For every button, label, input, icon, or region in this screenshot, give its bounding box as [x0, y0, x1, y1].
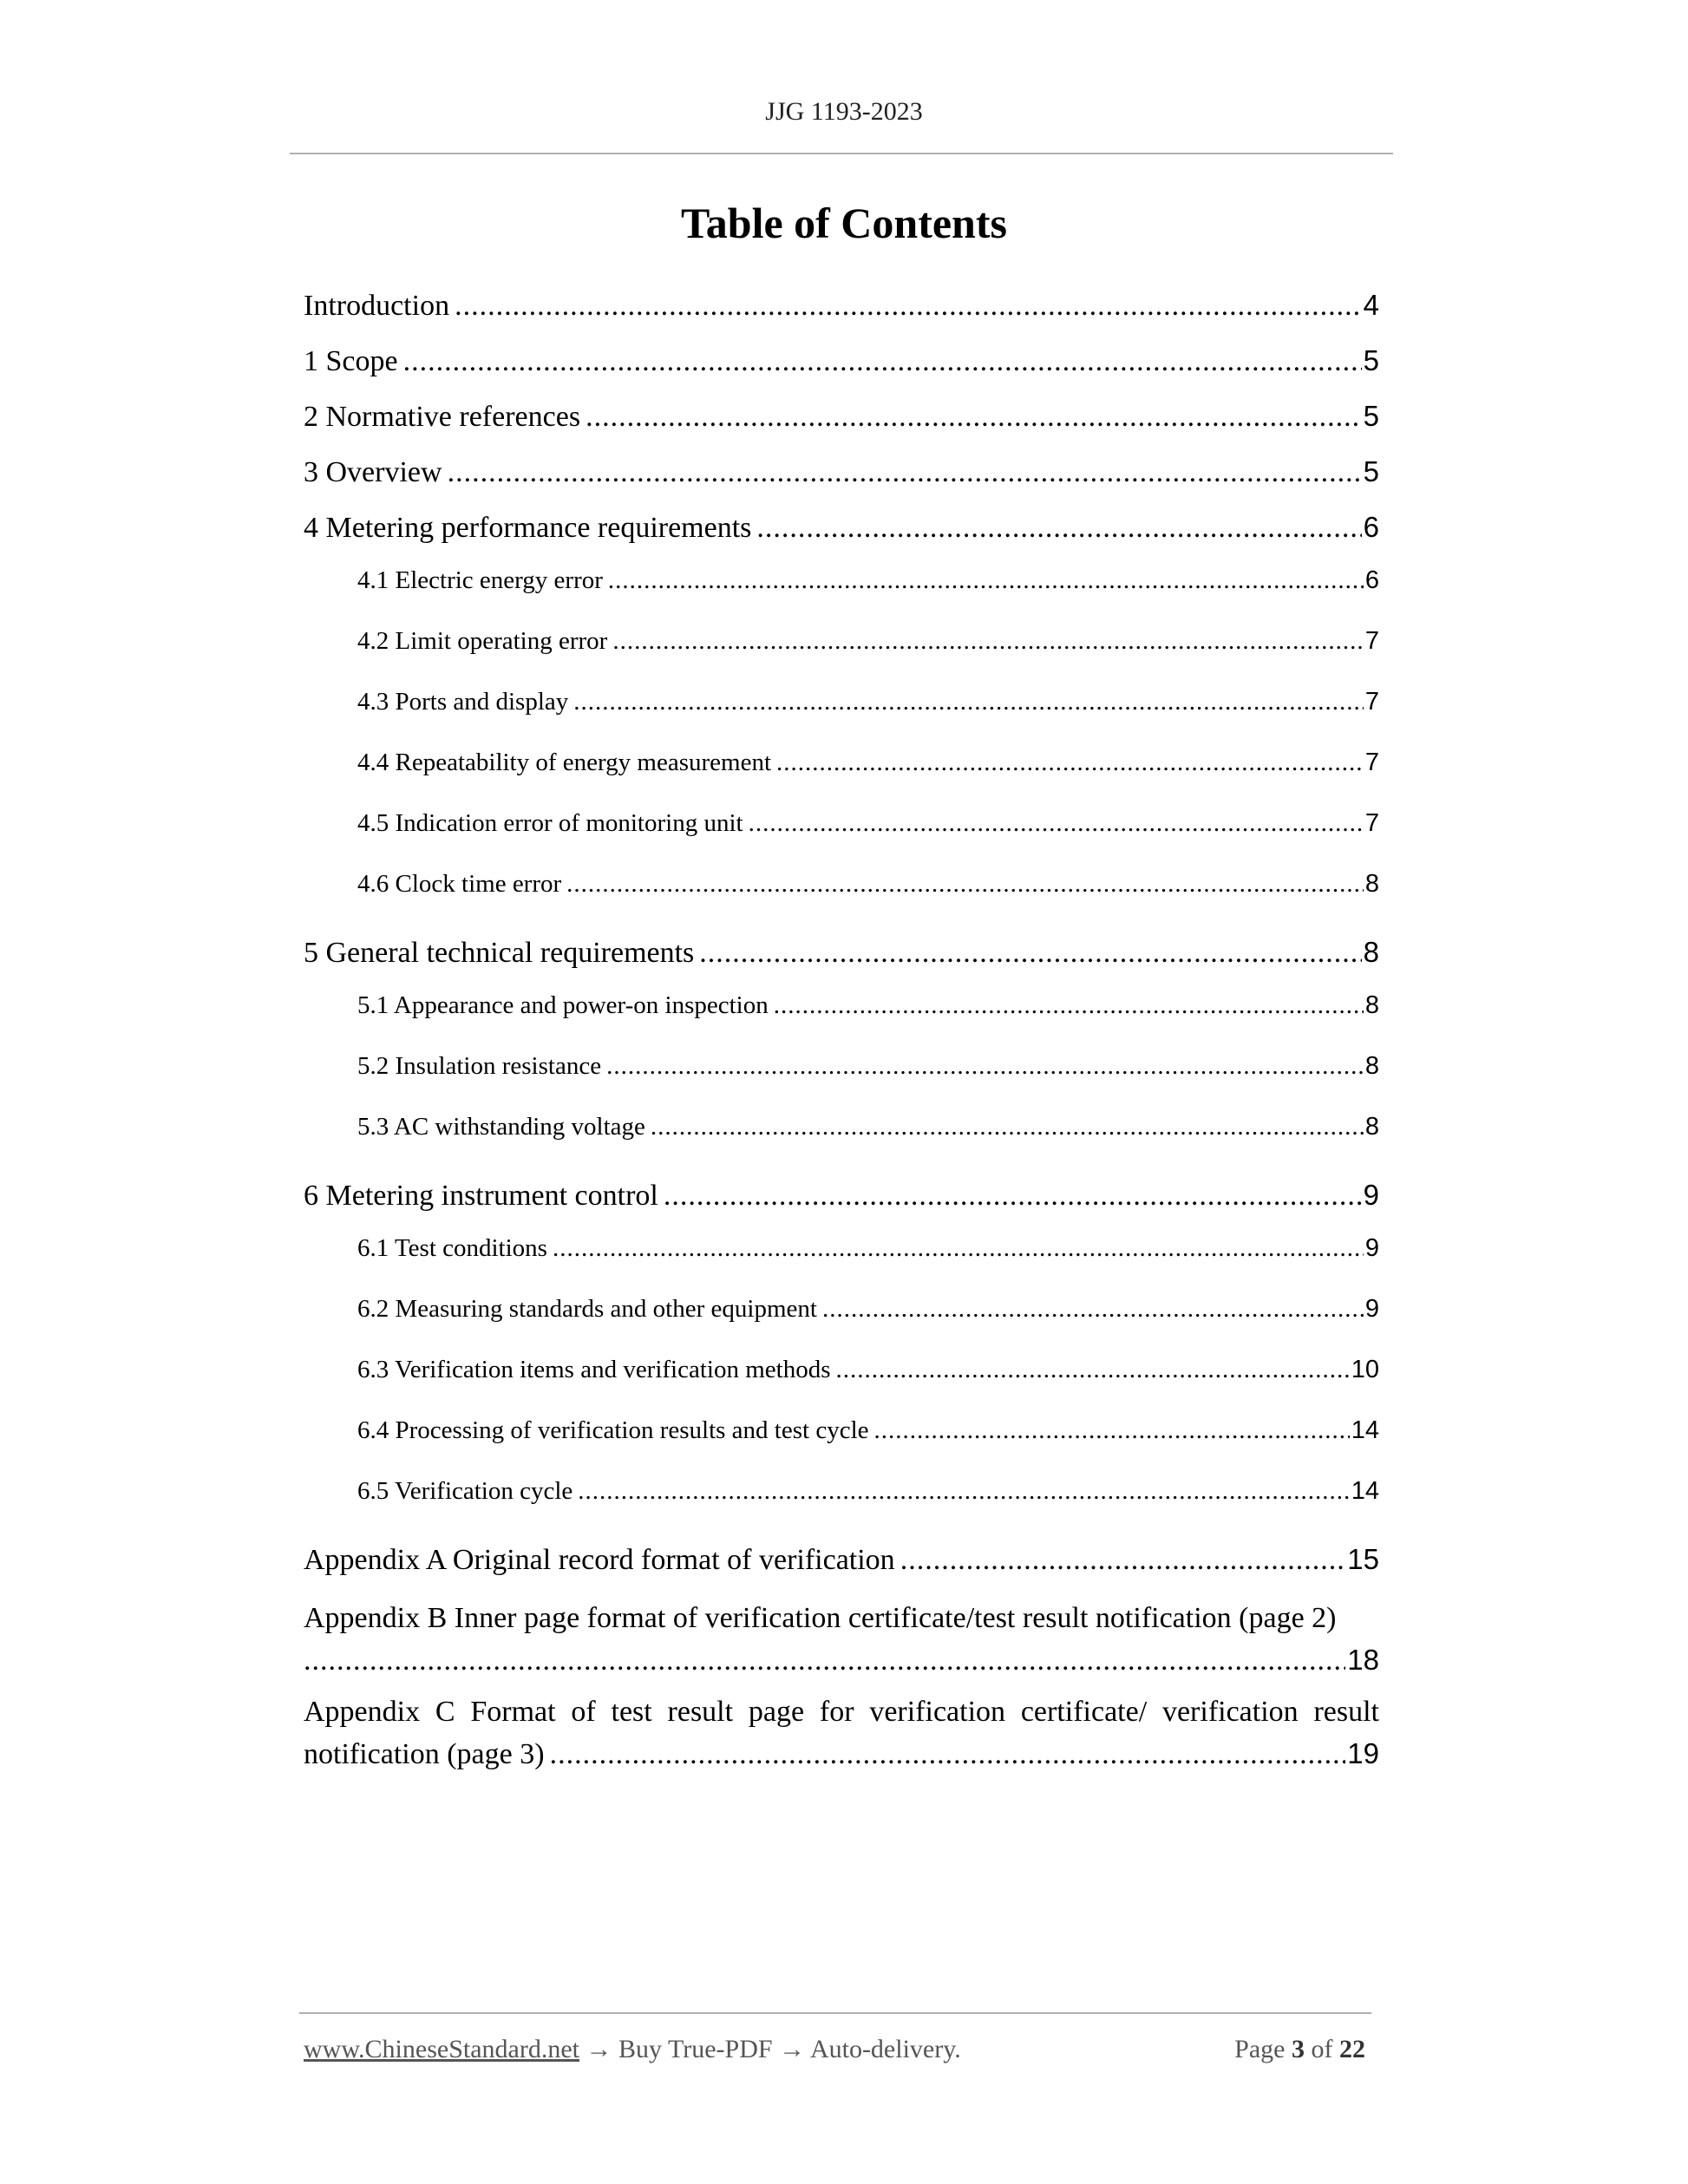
toc-entry-page: 8	[1364, 991, 1379, 1019]
toc-entry[interactable]	[304, 1167, 1379, 1223]
toc-entry[interactable]	[304, 389, 1379, 444]
of-label: of	[1311, 2035, 1333, 2063]
header-doc-code: JJG 1193-2023	[765, 97, 923, 126]
toc-leader-dots	[776, 737, 1364, 788]
toc-leader-dots	[573, 677, 1364, 727]
toc-leader-dots	[550, 1734, 1346, 1775]
toc-entry-page: 14	[1351, 1477, 1379, 1505]
toc-entry-list	[304, 278, 1379, 1587]
page-number: 3	[1292, 2035, 1305, 2063]
toc-entry-page: 5	[1363, 455, 1379, 487]
toc-entry[interactable]	[304, 980, 1379, 1041]
toc-entry[interactable]	[304, 798, 1379, 859]
toc-entry[interactable]	[304, 1041, 1379, 1102]
toc-entry-page: 9	[1363, 1179, 1379, 1211]
toc-entry[interactable]	[304, 1344, 1379, 1405]
buy-true-pdf-text: Buy True-PDF	[618, 2035, 773, 2063]
toc-entry-page: 4	[1363, 289, 1379, 321]
toc-leader-dots	[664, 1168, 1362, 1223]
toc-entry-title: 4 Metering performance requirements	[304, 512, 752, 544]
toc-entry-page: 14	[1351, 1416, 1379, 1444]
toc-entry-title: 6.5 Verification cycle	[357, 1477, 573, 1505]
toc-entry[interactable]	[304, 1223, 1379, 1284]
site-link[interactable]: www.ChineseStandard.net	[304, 2035, 579, 2063]
toc-entry[interactable]	[304, 677, 1379, 737]
toc-leader-dots	[651, 1102, 1364, 1152]
toc-leader-dots	[586, 389, 1362, 444]
toc-leader-dots	[699, 925, 1361, 980]
toc-entry[interactable]	[304, 1466, 1379, 1532]
toc-entry-page: 7	[1364, 627, 1379, 655]
page-footer	[304, 2035, 1365, 2064]
toc-entry-page: 7	[1364, 749, 1379, 776]
toc-entry-page: 7	[1364, 688, 1379, 716]
toc-entry[interactable]	[304, 859, 1379, 925]
toc-leader-dots	[822, 1284, 1364, 1334]
toc-entry-page: 6	[1363, 511, 1379, 543]
footer-promo	[304, 2035, 961, 2064]
toc-entry[interactable]	[304, 500, 1379, 555]
toc-leader-dots	[836, 1344, 1350, 1395]
toc-entry[interactable]	[304, 1405, 1379, 1466]
toc-entry[interactable]	[304, 555, 1379, 616]
toc-entry-title: Appendix A Original record format of verification	[304, 1544, 895, 1576]
toc-entry[interactable]	[304, 1102, 1379, 1167]
auto-delivery-text: Auto-delivery.	[809, 2035, 961, 2063]
toc-entry-page: 9	[1364, 1234, 1379, 1262]
toc-entry-appendix-c[interactable]	[304, 1691, 1379, 1775]
toc-entry[interactable]	[304, 925, 1379, 980]
toc-entry-page: 8	[1364, 1113, 1379, 1141]
toc-entry-page: 10	[1351, 1356, 1379, 1383]
toc-entry-page: 9	[1364, 1295, 1379, 1323]
toc-entry-title: 5.3 AC withstanding voltage	[357, 1113, 645, 1141]
toc-entry-page: 19	[1347, 1737, 1379, 1769]
toc-entry[interactable]	[304, 444, 1379, 500]
toc-entry-title-line2: notification (page 3)	[304, 1738, 545, 1770]
toc-entry-page: 5	[1363, 400, 1379, 432]
page-label: Page	[1234, 2035, 1286, 2063]
toc-entry-title: 5 General technical requirements	[304, 937, 695, 969]
toc-entry-title: 6.3 Verification items and verification methods	[357, 1356, 831, 1383]
toc-leader-dots	[566, 859, 1364, 909]
page-indicator	[1234, 2035, 1365, 2064]
toc-entry[interactable]	[304, 616, 1379, 677]
toc-entry-title: 5.2 Insulation resistance	[357, 1052, 602, 1080]
page-title: Table of Contents	[681, 199, 1007, 247]
toc-leader-dots	[608, 555, 1364, 605]
toc-entry-title: 5.1 Appearance and power-on inspection	[357, 991, 769, 1019]
toc-leader-dots	[612, 616, 1364, 666]
toc-entry-title: 6.4 Processing of verification results and test cycle	[357, 1416, 869, 1444]
toc-entry[interactable]	[304, 737, 1379, 798]
toc-leader-dots	[553, 1223, 1364, 1273]
toc-leader-dots	[749, 798, 1364, 848]
toc-entry-page: 7	[1364, 809, 1379, 837]
arrow-right-icon: →	[779, 2035, 806, 2063]
toc-entry-page: 18	[1347, 1644, 1379, 1676]
table-of-contents	[304, 278, 1379, 1775]
arrow-right-icon: →	[586, 2035, 612, 2063]
toc-entry-page: 5	[1363, 344, 1379, 376]
toc-leader-dots	[448, 445, 1362, 500]
toc-entry-title: 4.4 Repeatability of energy measurement	[357, 749, 771, 776]
toc-entry-page: 15	[1347, 1543, 1379, 1575]
toc-entry-title: 3 Overview	[304, 456, 442, 488]
toc-leader-dots	[900, 1533, 1346, 1587]
toc-entry-title: Introduction	[304, 290, 450, 322]
toc-leader-dots	[774, 980, 1364, 1030]
toc-entry-title: 1 Scope	[304, 345, 398, 377]
toc-entry-title: Appendix B Inner page format of verification certificate/test result notification (page 2)	[304, 1602, 1337, 1634]
toc-entry-title: 4.5 Indication error of monitoring unit	[357, 809, 743, 837]
toc-entry[interactable]	[304, 1284, 1379, 1344]
toc-entry-title: 6.2 Measuring standards and other equipment	[357, 1295, 817, 1323]
toc-entry-page: 8	[1364, 870, 1379, 898]
toc-entry-title: 2 Normative references	[304, 401, 581, 433]
toc-entry-appendix-b[interactable]	[304, 1598, 1379, 1681]
toc-leader-dots	[756, 500, 1361, 555]
toc-leader-dots	[455, 278, 1362, 333]
toc-leader-dots	[874, 1405, 1350, 1455]
footer-divider	[299, 2012, 1371, 2014]
toc-leader-dots	[606, 1041, 1364, 1091]
toc-entry[interactable]	[304, 333, 1379, 389]
header-divider	[290, 153, 1393, 154]
toc-entry-title: 4.3 Ports and display	[357, 688, 569, 716]
toc-leader-dots	[403, 334, 1362, 389]
toc-entry-title: 4.2 Limit operating error	[357, 627, 608, 655]
toc-entry-title-line1: Appendix C Format of test result page for verification certificate/ verification result	[304, 1696, 1379, 1728]
toc-entry-title: 6 Metering instrument control	[304, 1180, 658, 1212]
toc-entry-title: 6.1 Test conditions	[357, 1234, 547, 1262]
toc-entry-page: 6	[1364, 566, 1379, 594]
toc-entry-title: 4.6 Clock time error	[357, 870, 562, 898]
toc-entry[interactable]	[304, 278, 1379, 333]
page-total: 22	[1339, 2035, 1365, 2063]
toc-entry-page: 8	[1364, 1052, 1379, 1080]
toc-leader-dots	[304, 1640, 1345, 1681]
toc-leader-dots	[578, 1466, 1349, 1516]
toc-entry-page: 8	[1363, 936, 1379, 968]
toc-entry-title: 4.1 Electric energy error	[357, 566, 603, 594]
toc-entry[interactable]	[304, 1532, 1379, 1587]
